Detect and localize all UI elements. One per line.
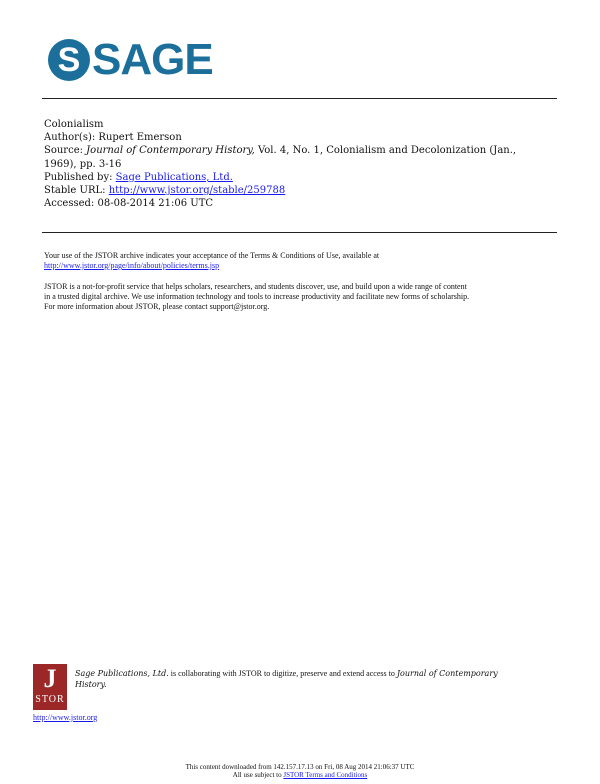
collab-publisher: Sage Publications, Ltd. xyxy=(75,669,169,678)
source-label: Source: xyxy=(44,145,83,157)
terms-notice xyxy=(44,251,564,271)
jstor-logo-word: STOR xyxy=(35,694,65,705)
collaboration-statement xyxy=(75,668,555,690)
stable-url-line xyxy=(44,184,559,197)
collab-journal-cont: History. xyxy=(75,680,107,689)
author-line xyxy=(44,131,559,144)
publisher-link[interactable]: Sage Publications, Ltd. xyxy=(115,171,233,183)
about-line-2: in a trusted digital archive. We use information technology and tools to increase productivity and facilitate new forms of scholarship. xyxy=(44,292,470,301)
jstor-home-link[interactable]: http://www.jstor.org xyxy=(33,713,98,722)
accessed-line: Accessed: 08-08-2014 21:06 UTC xyxy=(44,198,214,210)
top-divider xyxy=(42,98,557,99)
sage-logo-text: SAGE xyxy=(92,35,213,84)
footer-prefix: All use subject to xyxy=(232,771,282,779)
jstor-logo-icon xyxy=(33,664,67,710)
published-line xyxy=(44,171,559,184)
author-name: Rupert Emerson xyxy=(98,132,182,144)
author-label: Author(s): xyxy=(44,132,96,144)
terms-footer xyxy=(0,771,600,779)
source-line xyxy=(44,144,559,157)
source-pages: 1969), pp. 3-16 xyxy=(44,158,122,170)
stable-url-link[interactable]: http://www.jstor.org/stable/259788 xyxy=(108,185,286,197)
source-details: Vol. 4, No. 1, Colonialism and Decolonization (Jan., xyxy=(257,145,517,157)
source-journal: Journal of Contemporary History, xyxy=(86,145,255,157)
about-line-3: For more information about JSTOR, please contact support@jstor.org. xyxy=(44,302,270,311)
sage-logo-mark-icon: S xyxy=(48,39,90,81)
collab-journal: Journal of Contemporary xyxy=(396,669,498,678)
article-title: Colonialism xyxy=(44,119,104,130)
terms-link[interactable]: http://www.jstor.org/page/info/about/policies/terms.jsp xyxy=(44,261,220,270)
about-line-1: JSTOR is a not-for-profit service that helps scholars, researchers, and students discover, use, and build upon a wide range of content xyxy=(44,282,467,291)
published-label: Published by: xyxy=(44,171,113,183)
article-metadata xyxy=(44,118,559,210)
jstor-about xyxy=(44,282,564,312)
middle-divider xyxy=(42,232,557,233)
stable-url-label: Stable URL: xyxy=(44,185,106,197)
sage-logo xyxy=(48,36,213,84)
terms-text: Your use of the JSTOR archive indicates your acceptance of the Terms & Conditions of Use, available at xyxy=(44,251,380,260)
download-info: This content downloaded from 142.157.17.13 on Fri, 08 Aug 2014 21:06:37 UTC xyxy=(185,763,415,771)
jstor-logo-glyph: J xyxy=(43,664,57,693)
jstor-url-wrap xyxy=(33,713,97,722)
collab-text: is collaborating with JSTOR to digitize, preserve and extend access to xyxy=(170,669,395,678)
footer-terms-link[interactable]: JSTOR Terms and Conditions xyxy=(283,771,368,779)
